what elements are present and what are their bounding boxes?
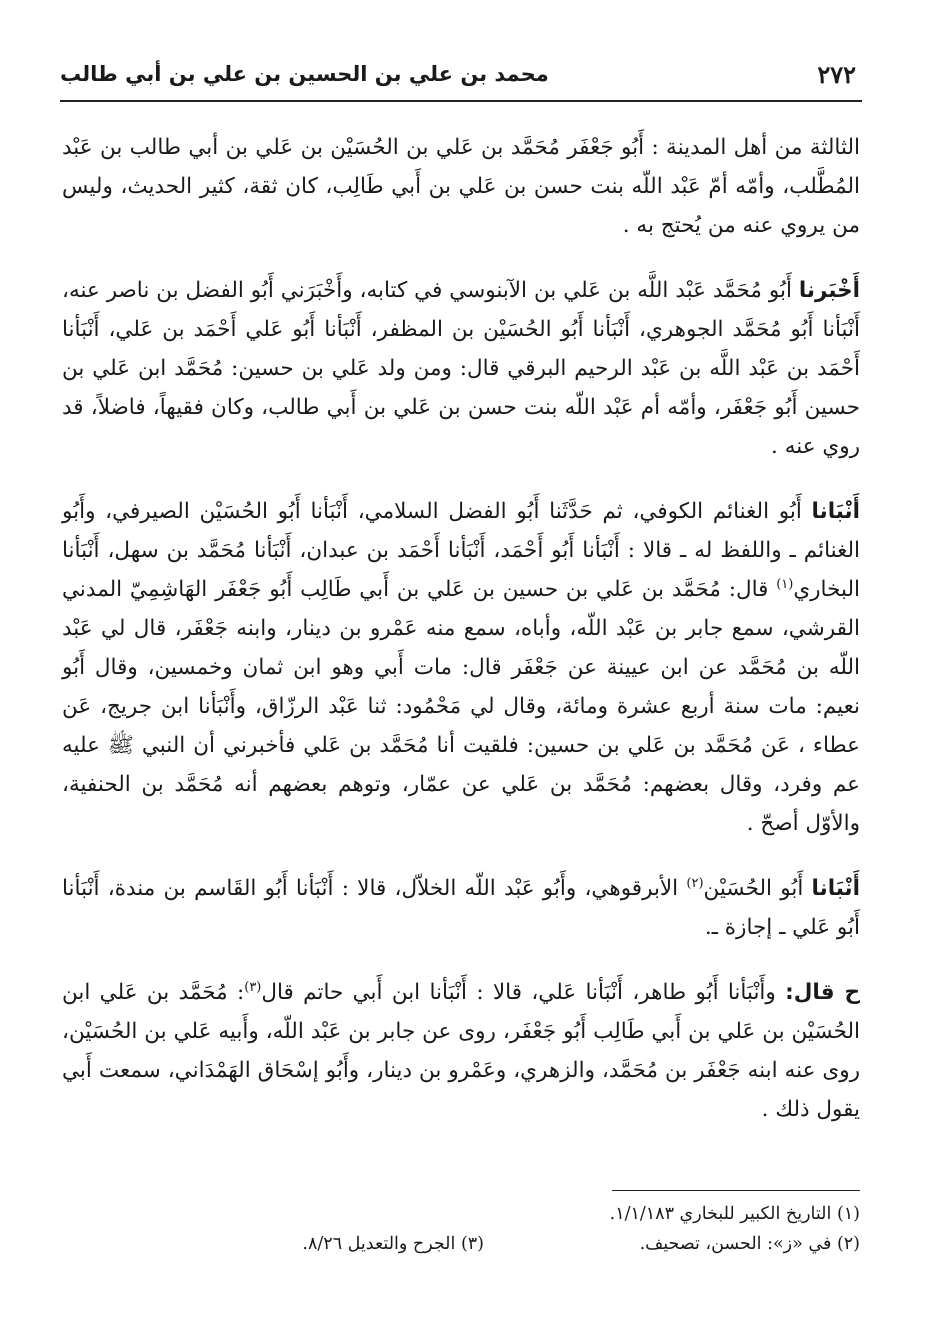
- paragraph-text: أَبُو مُحَمَّد عَبْد اللَّه بن عَلي بن الآبنوسي في كتابه، وأَخْبَرَني أَبُو الفضل بن ناصر عنه، أَنْبَأنا أَبُو مُحَمَّد الجوهري، أَنْبَأنا أَبُو الحُسَيْن بن المظفر، أَنْبَأنا أَبُو عَلي أَحْمَد بن عَلي، أَنْبَأنا أَحْمَد بن عَبْد اللَّه بن عَبْد الرحيم البرقي قال: ومن ولد عَلي بن حسين: مُحَمَّد ابن عَلي بن حسين أَبُو جَعْفَر، وأمّه أم عَبْد اللّه بنت حسن بن عَلي بن أَبي طالب، وكان فقيهاً، فاضلاً، قد روي عنه .: [62, 278, 860, 459]
- paragraph-text: أَبُو الحُسَيْن: [703, 876, 812, 901]
- paragraph-lead: أَنْبَانا: [811, 499, 860, 524]
- paragraph-text: وأَنْبَأنا أَبُو طاهر، أَنْبَأنا عَلي، قالا : أَنْبَأنا ابن أَبي حاتم قال: [261, 980, 786, 1005]
- paragraph-3: [62, 492, 860, 843]
- paragraph-2: [62, 271, 860, 466]
- running-title: محمد بن علي بن الحسين بن علي بن أبي طالب: [60, 62, 549, 86]
- paragraph-text-cont: : مُحَمَّد بن عَلي ابن الحُسَيْن بن عَلي بن أَبي طَالِب أَبُو جَعْفَر، روى عن جابر بن عَبْد اللّه، وأَبيه عَلي بن الحُسَيْن، روى عنه ابنه جَعْفَر بن مُحَمَّد، والزهري، وعَمْرو بن دينار، وأَبُو إسْحَاق الهَمْدَاني، سمعت أَبي يقول ذلك .: [62, 980, 860, 1122]
- paragraph-text: أَبُو الغنائم الكوفي، ثم حَدَّثَنا أَبُو الفضل السلامي، أَنْبَأنا أَبُو الحُسَيْن الصيرفي، وأَبُو الغنائم ـ واللفظ له ـ قالا : أَنْبَأنا أَبُو أَحْمَد، أَنْبَأنا أَحْمَد بن عبدان، أَنْبَأنا مُحَمَّد بن سهل، أَنْبَأنا البخاري: [62, 499, 860, 602]
- paragraph-text-cont: قال: مُحَمَّد بن عَلي بن حسين بن عَلي بن أَبي طَالِب أَبُو جَعْفَر الهَاشِمِيّ المدني القرشي، سمع جابر بن عَبْد اللّه، وأباه، سمع منه عَمْرو بن دينار، وابنه جَعْفَر، قال لي عَبْد اللّه بن مُحَمَّد عن ابن عيينة عن جَعْفَر قال: مات أَبي وهو ابن ثمان وخمسين، وقال أَبُو نعيم: مات سنة أربع عشرة ومائة، وقال لي مَحْمُود: ثنا عَبْد الرزّاق، وأَنْبَأنا ابن جريج، عَن عطاء ، عَن مُحَمَّد بن عَلي بن حسين: فلقيت أنا مُحَمَّد بن عَلي فأخبرني أن النبي ﷺ عليه عم وفرد، وقال بعضهم: مُحَمَّد بن عَلي عن عمّار، وتوهم بعضهم أنه مُحَمَّد بن الحنفية، والأوّل أصحّ .: [62, 577, 860, 836]
- footnote-1: [610, 1200, 860, 1228]
- footnote-3: [302, 1230, 484, 1258]
- footnote-number: (٣): [460, 1234, 484, 1254]
- paragraph-lead: أَخْبَرنا: [798, 278, 860, 303]
- footnote-ref-3[interactable]: (٣): [244, 979, 262, 995]
- footnote-ref-2[interactable]: (٢): [686, 875, 704, 891]
- paragraph-5: [62, 973, 860, 1129]
- footnote-number: (١): [836, 1204, 860, 1224]
- paragraph-lead: ح قال:: [785, 980, 861, 1005]
- footnote-2: [640, 1230, 860, 1258]
- paragraph-1: [62, 128, 860, 245]
- footnote-text: الجرح والتعديل ٨/٢٦.: [302, 1234, 456, 1254]
- footnote-ref-1[interactable]: (١): [776, 576, 794, 592]
- footnote-text: في «ز»: الحسن، تصحيف.: [639, 1234, 832, 1254]
- footnote-number: (٢): [836, 1234, 860, 1254]
- footnote-text: التاريخ الكبير للبخاري ١/١/١٨٣.: [609, 1204, 832, 1224]
- footnote-divider: [612, 1190, 860, 1191]
- page-number: ٢٧٢: [817, 60, 856, 89]
- page-header: [60, 52, 862, 102]
- main-text: [62, 128, 860, 1155]
- paragraph-lead: أَنْبَانا: [811, 876, 860, 901]
- paragraph-text: الثالثة من أهل المدينة : أَبُو جَعْفَر مُحَمَّد بن عَلي بن الحُسَيْن بن عَلي بن أبي طالب بن عَبْد المُطَّلب، وأمّه أمّ عَبْد اللّه بنت حسن بن عَلي بن أَبي طَالِب، كان ثقة، كثير الحديث، وليس من يروي عنه من يُحتج به .: [62, 135, 860, 238]
- paragraph-4: [62, 869, 860, 947]
- paragraph-text-cont: الأبرقوهي، وأَبُو عَبْد اللّه الخلاّل، قالا : أَنْبَأنا أَبُو القَاسم بن مندة، أَنْبَأنا أَبُو عَلي ـ إجازة ـ.: [62, 876, 860, 940]
